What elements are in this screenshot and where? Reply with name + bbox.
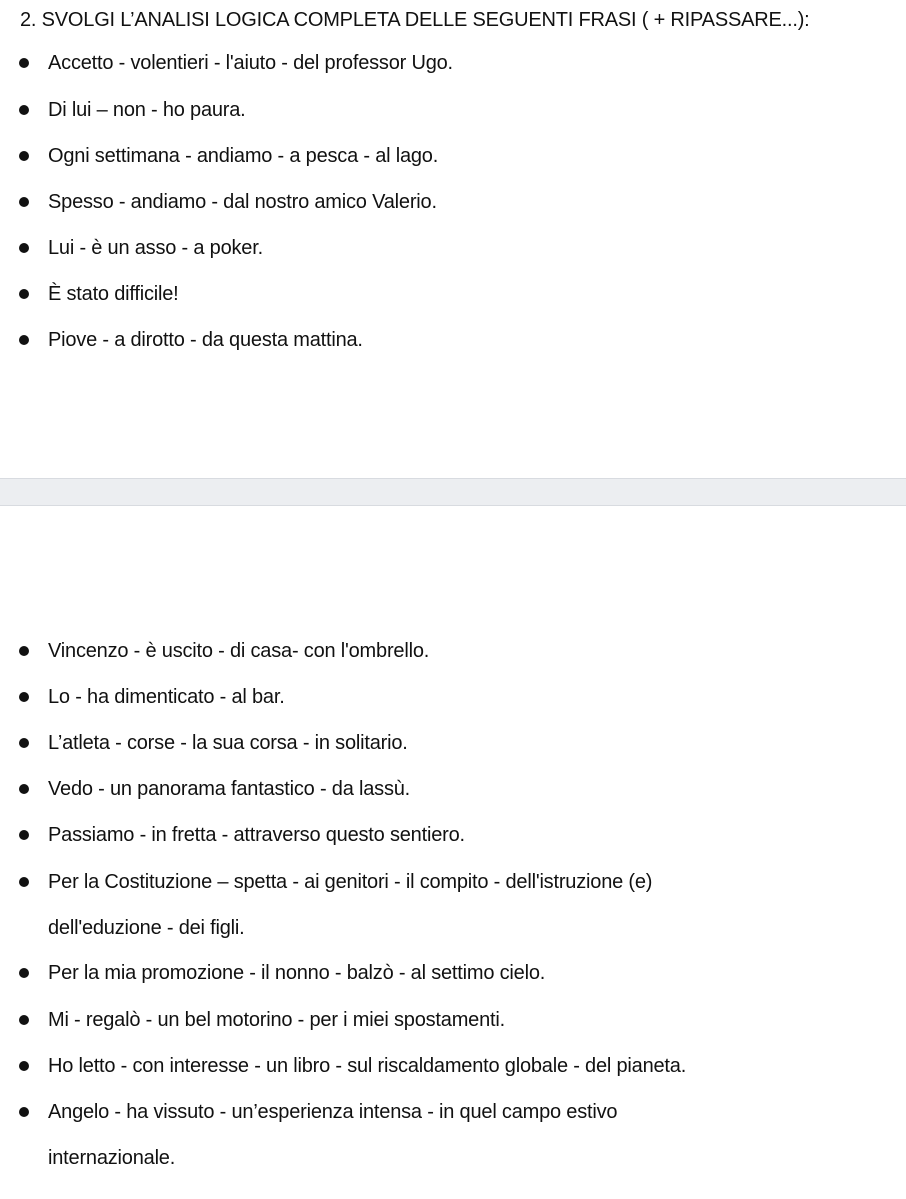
bullet-icon — [19, 335, 29, 345]
bullet-icon — [19, 830, 29, 840]
bullet-icon — [19, 197, 29, 207]
sentence-text: Spesso - andiamo - dal nostro amico Valerio. — [48, 191, 437, 213]
sentence-text: Ogni settimana - andiamo - a pesca - al lago. — [48, 145, 439, 167]
sentence-text-continued: internazionale. — [48, 1147, 176, 1169]
sentence-text: Vincenzo - è uscito - di casa- con l'ombrello. — [48, 640, 430, 662]
sentence-text: Passiamo - in fretta - attraverso questo sentiero. — [48, 824, 465, 846]
page-2 — [0, 506, 906, 1199]
bullet-icon — [19, 646, 29, 656]
bullet-icon — [19, 1107, 29, 1117]
bullet-icon — [19, 1015, 29, 1025]
page-separator — [0, 478, 906, 506]
sentence-text: Angelo - ha vissuto - un’esperienza intensa - in quel campo estivo — [48, 1101, 618, 1123]
bullet-icon — [19, 692, 29, 702]
bullet-icon — [19, 738, 29, 748]
sentence-text: L’atleta - corse - la sua corsa - in solitario. — [48, 732, 408, 754]
sentence-text: Di lui – non - ho paura. — [48, 99, 246, 121]
sentence-text: Per la Costituzione – spetta - ai genitori - il compito - dell'istruzione (e) — [48, 871, 653, 893]
bullet-icon — [19, 243, 29, 253]
sentence-text: Lui - è un asso - a poker. — [48, 237, 263, 259]
bullet-icon — [19, 877, 29, 887]
page-1 — [0, 0, 906, 478]
sentence-text: Per la mia promozione - il nonno - balzò - al settimo cielo. — [48, 962, 546, 984]
bullet-icon — [19, 105, 29, 115]
sentence-text: Lo - ha dimenticato - al bar. — [48, 686, 285, 708]
bullet-icon — [19, 58, 29, 68]
bullet-icon — [19, 289, 29, 299]
sentence-text-continued: dell'eduzione - dei figli. — [48, 917, 245, 939]
bullet-icon — [19, 968, 29, 978]
bullet-icon — [19, 784, 29, 794]
sentence-text: Vedo - un panorama fantastico - da lassù. — [48, 778, 411, 800]
sentence-text: Piove - a dirotto - da questa mattina. — [48, 329, 363, 351]
sentence-text: Mi - regalò - un bel motorino - per i miei spostamenti. — [48, 1009, 505, 1031]
bullet-icon — [19, 1061, 29, 1071]
sentence-text: Accetto - volentieri - l'aiuto - del professor Ugo. — [48, 52, 453, 74]
sentence-text: È stato difficile! — [48, 283, 179, 305]
sentence-text: Ho letto - con interesse - un libro - sul riscaldamento globale - del pianeta. — [48, 1055, 687, 1077]
bullet-icon — [19, 151, 29, 161]
exercise-heading: 2. SVOLGI L’ANALISI LOGICA COMPLETA DELLE SEGUENTI FRASI ( + RIPASSARE...): — [20, 9, 810, 31]
